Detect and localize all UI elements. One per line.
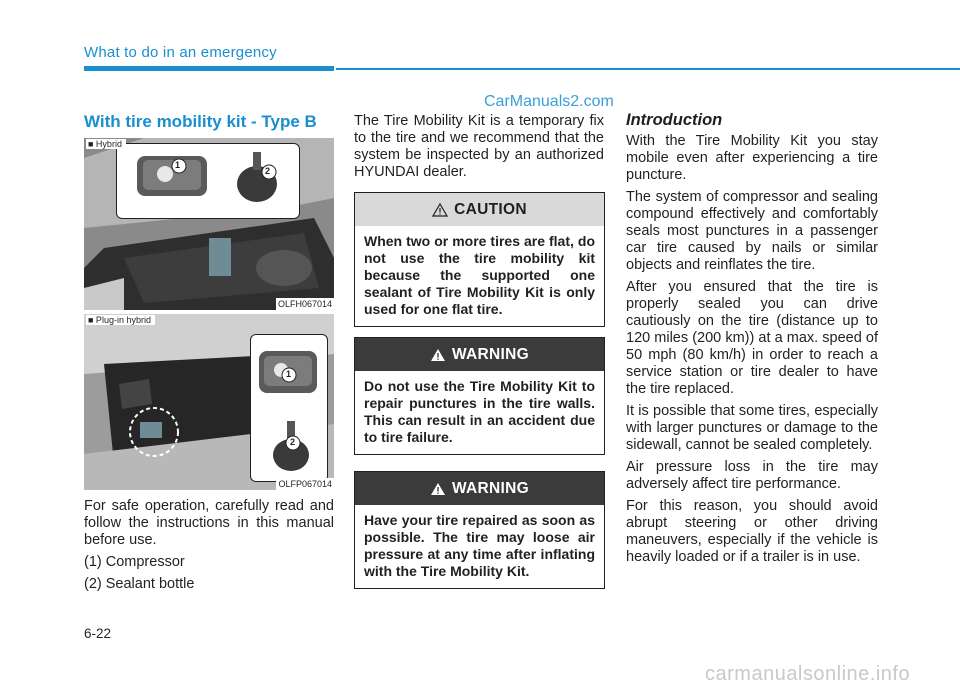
figure-code: OLFP067014 bbox=[278, 479, 332, 489]
column1-body bbox=[84, 498, 334, 598]
warning-box bbox=[354, 337, 605, 455]
header-rule-thin bbox=[336, 68, 960, 70]
paragraph: With the Tire Mobility Kit you stay mobile even after experiencing a tire puncture. bbox=[626, 133, 878, 183]
paragraph: The system of compressor and sealing compound effectively and comfortably seals most punctures in a passenger car tire caused by nails or similar objects and reinflates the tire. bbox=[626, 189, 878, 273]
kit-inset bbox=[116, 143, 300, 219]
warning-text: Do not use the Tire Mobility Kit to repair punctures in the tire walls. This can result in an accident due to tire failure. bbox=[364, 378, 595, 445]
warning-box bbox=[354, 471, 605, 589]
figure-code: OLFH067014 bbox=[277, 299, 332, 309]
header-rule-thick bbox=[84, 66, 334, 71]
warning-header bbox=[355, 472, 604, 505]
caution-text: When two or more tires are flat, do not use the tire mobility kit because the supported one sealant of Tire Mobility Kit is only used for one flat tire. bbox=[364, 233, 595, 317]
warning-triangle-icon bbox=[430, 348, 446, 362]
list-item-compressor: (1) Compressor bbox=[84, 554, 185, 570]
caution-header bbox=[355, 193, 604, 226]
intro-paragraph: The Tire Mobility Kit is a temporary fix to the tire and we recommend that the system be inspected by an authorized HYUNDAI dealer. bbox=[354, 113, 604, 180]
page-number: 6-22 bbox=[84, 626, 112, 641]
figure-plug-in-hybrid bbox=[84, 314, 334, 490]
caution-triangle-icon bbox=[432, 203, 448, 217]
section-title: What to do in an emergency bbox=[84, 44, 277, 61]
figure-hybrid bbox=[84, 138, 334, 310]
column3-body bbox=[626, 133, 878, 571]
caution-title: CAUTION bbox=[454, 200, 527, 218]
paragraph: After you ensured that the tire is properly sealed you can drive cautiously on the tire (distance up to 120 miles (200 km)) at a max. speed of 50 mph (80 km/h) in order to reach a service station or tire dealer to have the tire replaced. bbox=[626, 279, 878, 397]
warning-header bbox=[355, 338, 604, 371]
warning-title: WARNING bbox=[451, 479, 529, 497]
paragraph: For this reason, you should avoid abrupt steering or other driving maneuvers, especially if the vehicle is heavily loaded or if a trailer is in use. bbox=[626, 498, 878, 565]
section-heading: With tire mobility kit - Type B bbox=[84, 112, 317, 131]
warning-text: Have your tire repaired as soon as possible. The tire may loose air pressure at any time after inflating with the Tire Mobility Kit. bbox=[364, 512, 595, 579]
callout-compressor: 1 bbox=[175, 160, 181, 170]
watermark-bottom: carmanualsonline.info bbox=[705, 663, 911, 685]
kit-inset bbox=[250, 334, 328, 482]
list-item-sealant: (2) Sealant bottle bbox=[84, 576, 195, 592]
figure-label: ■ Hybrid bbox=[86, 139, 126, 149]
paragraph: For safe operation, carefully read and follow the instructions in this manual before use. bbox=[84, 498, 334, 548]
kit-illustration bbox=[117, 144, 299, 218]
warning-title: WARNING bbox=[451, 345, 529, 363]
introduction-heading: Introduction bbox=[626, 111, 723, 129]
callout-sealant: 2 bbox=[265, 166, 271, 176]
figure-label: ■ Plug-in hybrid bbox=[86, 315, 155, 325]
watermark-top: CarManuals2.com bbox=[484, 93, 614, 110]
callout-compressor: 1 bbox=[286, 369, 292, 379]
kit-illustration bbox=[251, 335, 327, 481]
warning-triangle-icon bbox=[430, 482, 446, 496]
callout-sealant: 2 bbox=[290, 437, 296, 447]
paragraph: It is possible that some tires, especially with larger punctures or damage to the sidewall, cannot be sealed completely. bbox=[626, 403, 878, 453]
caution-box bbox=[354, 192, 605, 327]
paragraph: Air pressure loss in the tire may adversely affect tire performance. bbox=[626, 459, 878, 492]
